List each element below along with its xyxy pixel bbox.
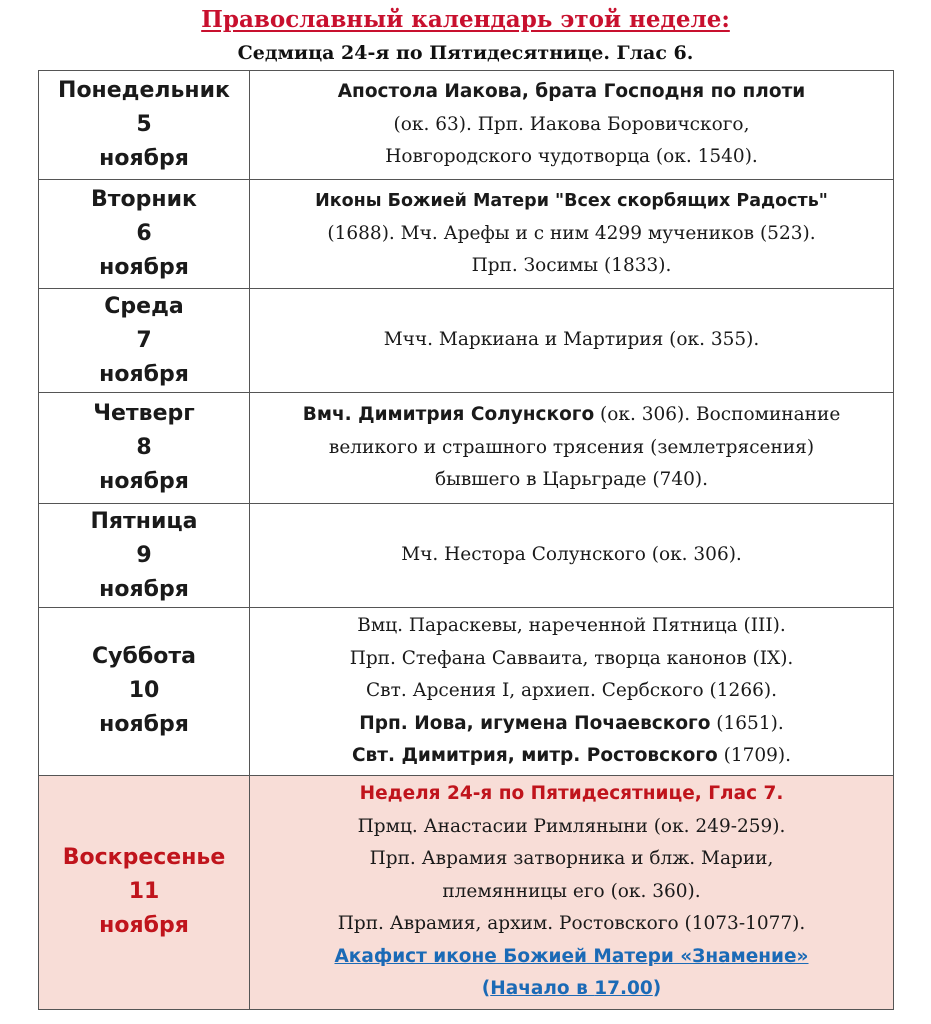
date-number: 6 bbox=[136, 221, 152, 246]
calendar-row-monday bbox=[39, 71, 894, 180]
description-cell bbox=[250, 608, 894, 776]
date-number: 9 bbox=[136, 542, 152, 568]
description-line: великого и страшного трясения (землетрясения) bbox=[328, 436, 815, 458]
feast-bold: Иконы Божией Матери "Всех скорбящих Радость" bbox=[315, 191, 828, 212]
akathist-link[interactable]: Акафист иконе Божией Матери «Знамение» bbox=[334, 945, 809, 967]
weekday: Воскресенье bbox=[62, 845, 226, 870]
month: ноября bbox=[99, 361, 189, 387]
description-line: Новгородского чудотворца (ок. 1540). bbox=[385, 146, 758, 168]
description-line bbox=[256, 708, 887, 741]
description-line: (1688). Мч. Арефы и с ним 4299 мучеников (523). bbox=[327, 222, 816, 244]
description-line: Прп. Зосимы (1833). bbox=[471, 255, 672, 277]
description-line: Прп. Аврамия затворника и блж. Марии, bbox=[369, 848, 774, 870]
page-subtitle: Седмица 24-я по Пятидесятнице. Глас 6. bbox=[237, 42, 694, 64]
month: ноября bbox=[99, 255, 189, 280]
description-line bbox=[256, 399, 887, 432]
description-cell bbox=[250, 393, 894, 504]
calendar-row-tuesday bbox=[39, 180, 894, 289]
date-number: 8 bbox=[136, 435, 152, 460]
description-line bbox=[256, 76, 887, 109]
sunday-heading: Неделя 24-я по Пятидесятнице, Глас 7. bbox=[359, 783, 784, 805]
weekday: Пятница bbox=[90, 508, 198, 534]
description-line: Прмц. Анастасии Римляныни (ок. 249-259). bbox=[357, 815, 786, 837]
description-line: Вмц. Параскевы, нареченной Пятница (III). bbox=[357, 615, 786, 636]
day-cell bbox=[39, 180, 250, 289]
description-line: (ок. 63). Прп. Иакова Боровичского, bbox=[393, 113, 750, 135]
description-line: Мчч. Маркиана и Мартирия (ок. 355). bbox=[383, 329, 760, 351]
calendar-row-friday bbox=[39, 504, 894, 608]
calendar-row-wednesday bbox=[39, 289, 894, 393]
weekday: Вторник bbox=[91, 187, 197, 212]
description-line: племянницы его (ок. 360). bbox=[442, 880, 701, 902]
date-number: 11 bbox=[128, 879, 160, 904]
weekday: Среда bbox=[104, 293, 184, 319]
day-cell bbox=[39, 71, 250, 180]
feast-regular: (ок. 306). Воспоминание bbox=[594, 404, 841, 426]
feast-bold: Апостола Иакова, брата Господня по плоти bbox=[337, 81, 806, 103]
start-paren-close: ) bbox=[652, 978, 662, 1000]
month: ноября bbox=[99, 576, 189, 602]
feast-bold: Прп. Иова, игумена Почаевского bbox=[359, 712, 711, 734]
feast-regular: (1651). bbox=[710, 712, 784, 734]
description-cell bbox=[250, 775, 894, 1009]
description-cell bbox=[250, 71, 894, 180]
description-cell bbox=[250, 180, 894, 289]
description-line: Прп. Стефана Савваита, творца канонов (IX). bbox=[349, 647, 794, 669]
calendar-row-sunday bbox=[39, 775, 894, 1009]
description-cell bbox=[250, 504, 894, 608]
start-time-value: 17.00 bbox=[594, 978, 653, 1000]
feast-bold: Вмч. Димитрия Солунского bbox=[302, 404, 595, 426]
start-time bbox=[256, 973, 887, 1006]
page-title: Православный календарь этой неделе: bbox=[201, 6, 730, 33]
weekday: Суббота bbox=[92, 644, 196, 670]
description-line: Свт. Арсения I, архиеп. Сербского (1266). bbox=[366, 680, 777, 701]
month: ноября bbox=[99, 146, 189, 171]
calendar-table bbox=[38, 70, 894, 1010]
month: ноября bbox=[99, 469, 189, 494]
date-number: 7 bbox=[136, 327, 152, 353]
description-cell bbox=[250, 289, 894, 393]
description-line: Мч. Нестора Солунского (ок. 306). bbox=[401, 544, 742, 566]
calendar-row-saturday bbox=[39, 608, 894, 776]
day-cell bbox=[39, 504, 250, 608]
date-number: 10 bbox=[128, 678, 160, 704]
month: ноября bbox=[99, 712, 189, 738]
day-cell bbox=[39, 289, 250, 393]
description-line: бывшего в Царьграде (740). bbox=[435, 469, 708, 491]
day-cell bbox=[39, 608, 250, 776]
weekday: Четверг bbox=[93, 401, 195, 426]
weekday: Понедельник bbox=[58, 78, 230, 103]
feast-bold: Свт. Димитрия, митр. Ростовского bbox=[351, 745, 718, 766]
day-cell bbox=[39, 393, 250, 504]
calendar-row-thursday bbox=[39, 393, 894, 504]
description-line bbox=[256, 740, 887, 773]
feast-regular: (1709). bbox=[717, 745, 792, 766]
month: ноября bbox=[99, 913, 189, 938]
description-line bbox=[256, 185, 887, 218]
description-line: Прп. Аврамия, архим. Ростовского (1073-1077). bbox=[337, 913, 806, 935]
start-paren-open: ( bbox=[481, 978, 491, 1000]
start-text: Начало в bbox=[490, 978, 595, 1000]
date-number: 5 bbox=[136, 112, 152, 137]
day-cell bbox=[39, 775, 250, 1009]
